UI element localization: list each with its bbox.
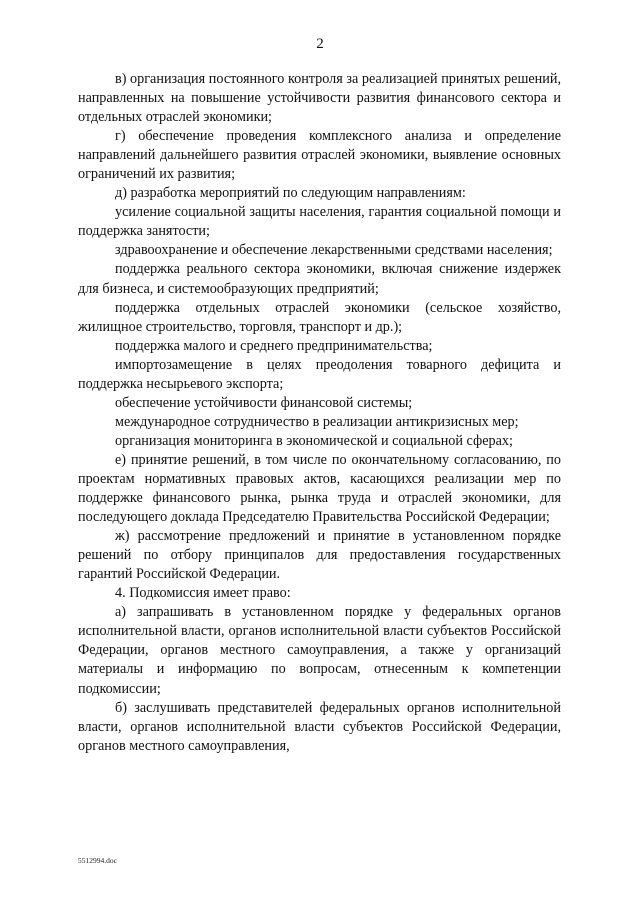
paragraph: е) принятие решений, в том числе по окончательному согласованию, по проектам нормативных правовых актов, касающихся реализации мер по поддержке финансового рынка, рынка труда и отраслей экономики, для последующего доклада Председателю Правительства Российской Федерации; <box>78 451 561 526</box>
paragraph: здравоохранение и обеспечение лекарственными средствами населения; <box>115 242 553 259</box>
paragraph: международное сотрудничество в реализации антикризисных мер; <box>115 413 519 430</box>
paragraph: импортозамещение в целях преодоления товарного дефицита и поддержка несырьевого экспорта; <box>78 356 561 392</box>
paragraph: поддержка отдельных отраслей экономики (сельское хозяйство, жилищное строительство, торговля, транспорт и др.); <box>78 299 561 335</box>
document-body <box>78 70 561 756</box>
paragraph: 4. Подкомиссия имеет право: <box>115 585 291 602</box>
paragraph: а) запрашивать в установленном порядке у федеральных органов исполнительной власти, органов исполнительной власти субъектов Российской Федерации, органов местного самоуправления, а также у организаций материалы и информацию по вопросам, отнесенным к компетенции подкомиссии; <box>78 604 561 697</box>
paragraph: поддержка реального сектора экономики, включая снижение издержек для бизнеса, и системообразующих предприятий; <box>78 261 561 297</box>
file-name-footer: 5512994.doc <box>78 856 117 865</box>
paragraph: ж) рассмотрение предложений и принятие в установленном порядке решений по отбору принципалов для предоставления государственных гарантий Российской Федерации. <box>78 528 561 583</box>
paragraph: г) обеспечение проведения комплексного анализа и определение направлений дальнейшего развития отраслей экономики, выявление основных ограничений их развития; <box>78 128 561 183</box>
paragraph: б) заслушивать представителей федеральных органов исполнительной власти, органов исполнительной власти субъектов Российской Федерации, органов местного самоуправления, <box>78 699 561 754</box>
paragraph: усиление социальной защиты населения, гарантия социальной помощи и поддержка занятости; <box>78 204 561 240</box>
paragraph: поддержка малого и среднего предпринимательства; <box>115 337 433 354</box>
paragraph: д) разработка мероприятий по следующим направлениям: <box>115 185 466 202</box>
paragraph: в) организация постоянного контроля за реализацией принятых решений, направленных на повышение устойчивости развития финансового сектора и отдельных отраслей экономики; <box>78 71 561 126</box>
page-number: 2 <box>316 36 324 52</box>
paragraph: обеспечение устойчивости финансовой системы; <box>115 394 413 411</box>
paragraph: организация мониторинга в экономической и социальной сферах; <box>115 432 513 449</box>
